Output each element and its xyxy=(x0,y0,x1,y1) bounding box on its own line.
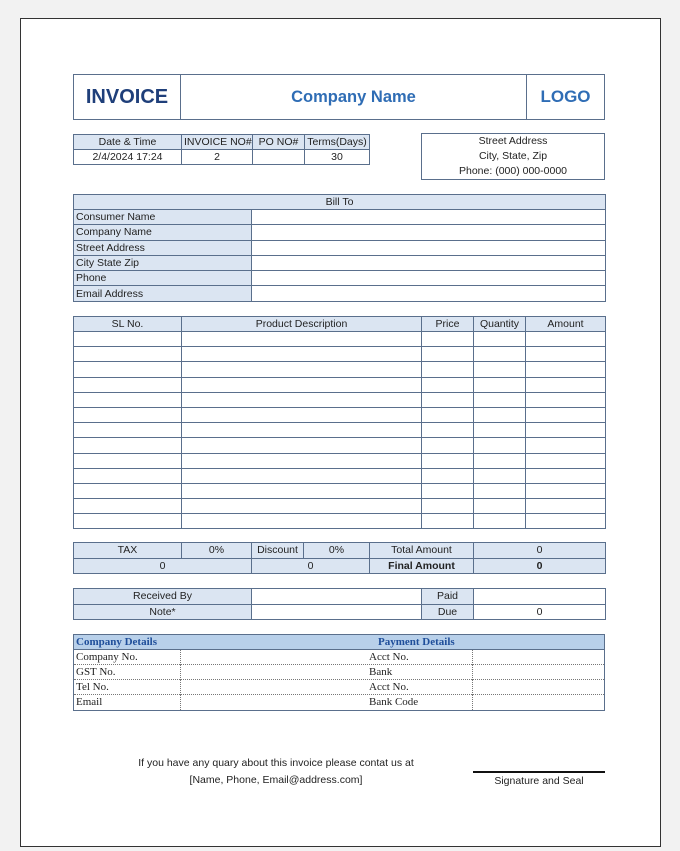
payment-detail-label: Acct No. xyxy=(369,651,409,663)
bill-to-value[interactable] xyxy=(252,271,606,286)
item-cell[interactable] xyxy=(182,453,422,468)
item-cell[interactable] xyxy=(526,392,606,407)
item-cell[interactable] xyxy=(526,453,606,468)
meta-value-date[interactable]: 2/4/2024 17:24 xyxy=(74,150,182,165)
discount-value: 0 xyxy=(252,558,370,574)
company-detail-value[interactable] xyxy=(180,680,368,695)
tax-label: TAX xyxy=(74,543,182,559)
total-amount-value: 0 xyxy=(474,543,606,559)
meta-value-terms[interactable]: 30 xyxy=(305,150,370,165)
item-cell[interactable] xyxy=(526,499,606,514)
item-cell[interactable] xyxy=(422,514,474,529)
item-cell[interactable] xyxy=(74,332,182,347)
bill-to-value[interactable] xyxy=(252,225,606,240)
item-cell[interactable] xyxy=(526,407,606,422)
company-detail-value[interactable] xyxy=(180,695,368,710)
details-row xyxy=(74,665,604,680)
item-cell[interactable] xyxy=(526,483,606,498)
table-row xyxy=(74,499,606,514)
details-row xyxy=(74,650,604,665)
item-cell[interactable] xyxy=(182,483,422,498)
note-label: Note* xyxy=(74,604,252,620)
item-cell[interactable] xyxy=(422,377,474,392)
item-cell[interactable] xyxy=(74,392,182,407)
totals-table xyxy=(73,542,606,574)
item-cell[interactable] xyxy=(74,438,182,453)
item-cell[interactable] xyxy=(182,423,422,438)
receipt-table xyxy=(73,588,606,620)
due-value: 0 xyxy=(474,604,606,620)
bill-to-title: Bill To xyxy=(74,195,606,210)
tax-value: 0 xyxy=(74,558,252,574)
item-cell[interactable] xyxy=(74,362,182,377)
items-header-quantity: Quantity xyxy=(474,317,526,332)
item-cell[interactable] xyxy=(74,423,182,438)
payment-detail-value[interactable] xyxy=(472,695,604,710)
details-section xyxy=(73,634,605,711)
bill-to-label: Street Address xyxy=(74,240,252,255)
bill-to-value[interactable] xyxy=(252,286,606,301)
bill-to-value[interactable] xyxy=(252,210,606,225)
company-detail-label: Tel No. xyxy=(76,681,109,693)
item-cell[interactable] xyxy=(474,347,526,362)
table-row xyxy=(74,514,606,529)
item-cell[interactable] xyxy=(422,423,474,438)
address-street: Street Address xyxy=(478,135,548,147)
item-cell[interactable] xyxy=(422,347,474,362)
item-cell[interactable] xyxy=(526,347,606,362)
item-cell[interactable] xyxy=(474,407,526,422)
item-cell[interactable] xyxy=(474,362,526,377)
footer-contact-line1: If you have any quary about this invoice please contat us at xyxy=(138,757,414,769)
payment-detail-label: Bank xyxy=(369,666,393,678)
items-table xyxy=(73,316,606,529)
discount-label: Discount xyxy=(252,543,304,559)
meta-header-invoice-no: INVOICE NO# xyxy=(182,135,253,150)
bill-to-label: Email Address xyxy=(74,286,252,301)
company-detail-value[interactable] xyxy=(180,650,368,665)
payment-details-title: Payment Details xyxy=(378,636,455,648)
footer-contact-line2: [Name, Phone, Email@address.com] xyxy=(189,774,363,786)
total-amount-label: Total Amount xyxy=(370,543,474,559)
discount-percent[interactable]: 0% xyxy=(304,543,370,559)
item-cell[interactable] xyxy=(182,392,422,407)
payment-detail-value[interactable] xyxy=(472,665,604,680)
item-cell[interactable] xyxy=(74,407,182,422)
table-row xyxy=(74,332,606,347)
received-by-value[interactable] xyxy=(252,589,422,605)
address-city: City, State, Zip xyxy=(478,150,548,162)
paid-label: Paid xyxy=(422,589,474,605)
table-row xyxy=(74,453,606,468)
address-phone: Phone: (000) 000-0000 xyxy=(459,165,567,177)
table-row xyxy=(74,438,606,453)
bill-to-table xyxy=(73,194,606,302)
bill-to-value[interactable] xyxy=(252,240,606,255)
table-row xyxy=(74,377,606,392)
paid-value[interactable] xyxy=(474,589,606,605)
item-cell[interactable] xyxy=(182,438,422,453)
meta-header-date: Date & Time xyxy=(74,135,182,150)
invoice-title: INVOICE xyxy=(74,75,181,119)
company-detail-label: GST No. xyxy=(76,666,116,678)
items-header-sl: SL No. xyxy=(74,317,182,332)
bill-to-value[interactable] xyxy=(252,255,606,270)
final-amount-label: Final Amount xyxy=(370,558,474,574)
item-cell[interactable] xyxy=(526,362,606,377)
item-cell[interactable] xyxy=(422,438,474,453)
items-header-description: Product Description xyxy=(182,317,422,332)
final-amount-value: 0 xyxy=(474,558,606,574)
item-cell[interactable] xyxy=(422,453,474,468)
item-cell[interactable] xyxy=(422,392,474,407)
payment-detail-label: Bank Code xyxy=(369,696,419,708)
item-cell[interactable] xyxy=(526,438,606,453)
item-cell[interactable] xyxy=(74,453,182,468)
logo: LOGO xyxy=(526,75,604,119)
item-cell[interactable] xyxy=(182,514,422,529)
signature-label: Signature and Seal xyxy=(494,775,584,787)
item-cell[interactable] xyxy=(422,362,474,377)
item-cell[interactable] xyxy=(474,423,526,438)
item-cell[interactable] xyxy=(422,483,474,498)
details-row xyxy=(74,680,604,695)
company-name: Company Name xyxy=(291,87,416,106)
item-cell[interactable] xyxy=(526,514,606,529)
payment-detail-value[interactable] xyxy=(472,680,604,695)
item-cell[interactable] xyxy=(526,423,606,438)
invoice-page xyxy=(20,18,661,847)
company-detail-label: Company No. xyxy=(76,651,138,663)
company-details-title: Company Details xyxy=(76,636,157,648)
table-row xyxy=(74,483,606,498)
items-header-price: Price xyxy=(422,317,474,332)
company-detail-label: Email xyxy=(76,696,103,708)
item-cell[interactable] xyxy=(474,438,526,453)
payment-detail-label: Acct No. xyxy=(369,681,409,693)
received-by-label: Received By xyxy=(74,589,252,605)
meta-header-po-no: PO NO# xyxy=(253,135,305,150)
bill-to-label: Phone xyxy=(74,271,252,286)
details-row xyxy=(74,695,604,710)
item-cell[interactable] xyxy=(474,377,526,392)
item-cell[interactable] xyxy=(474,499,526,514)
meta-header-terms: Terms(Days) xyxy=(305,135,370,150)
item-cell[interactable] xyxy=(74,347,182,362)
meta-value-po-no[interactable] xyxy=(253,150,305,165)
item-cell[interactable] xyxy=(422,332,474,347)
details-header xyxy=(74,635,604,650)
item-cell[interactable] xyxy=(526,468,606,483)
item-cell[interactable] xyxy=(422,499,474,514)
item-cell[interactable] xyxy=(474,514,526,529)
item-cell[interactable] xyxy=(74,377,182,392)
item-cell[interactable] xyxy=(474,392,526,407)
table-row xyxy=(74,407,606,422)
meta-value-invoice-no[interactable]: 2 xyxy=(182,150,253,165)
company-address xyxy=(421,133,605,180)
note-value[interactable] xyxy=(252,604,422,620)
item-cell[interactable] xyxy=(74,468,182,483)
invoice-meta-table xyxy=(73,134,370,165)
item-cell[interactable] xyxy=(182,468,422,483)
item-cell[interactable] xyxy=(74,499,182,514)
bill-to-label: Consumer Name xyxy=(74,210,252,225)
table-row xyxy=(74,423,606,438)
table-row xyxy=(74,347,606,362)
item-cell[interactable] xyxy=(74,483,182,498)
item-cell[interactable] xyxy=(526,377,606,392)
due-label: Due xyxy=(422,604,474,620)
item-cell[interactable] xyxy=(474,483,526,498)
item-cell[interactable] xyxy=(422,407,474,422)
item-cell[interactable] xyxy=(526,332,606,347)
item-cell[interactable] xyxy=(182,362,422,377)
payment-detail-value[interactable] xyxy=(472,650,604,665)
item-cell[interactable] xyxy=(474,468,526,483)
bill-to-label: Company Name xyxy=(74,225,252,240)
item-cell[interactable] xyxy=(422,468,474,483)
company-detail-value[interactable] xyxy=(180,665,368,680)
item-cell[interactable] xyxy=(474,453,526,468)
tax-percent[interactable]: 0% xyxy=(182,543,252,559)
item-cell[interactable] xyxy=(182,407,422,422)
item-cell[interactable] xyxy=(182,499,422,514)
item-cell[interactable] xyxy=(182,332,422,347)
items-header-amount: Amount xyxy=(526,317,606,332)
table-row xyxy=(74,362,606,377)
item-cell[interactable] xyxy=(182,377,422,392)
table-row xyxy=(74,392,606,407)
bill-to-label: City State Zip xyxy=(74,255,252,270)
item-cell[interactable] xyxy=(182,347,422,362)
table-row xyxy=(74,468,606,483)
item-cell[interactable] xyxy=(474,332,526,347)
item-cell[interactable] xyxy=(74,514,182,529)
